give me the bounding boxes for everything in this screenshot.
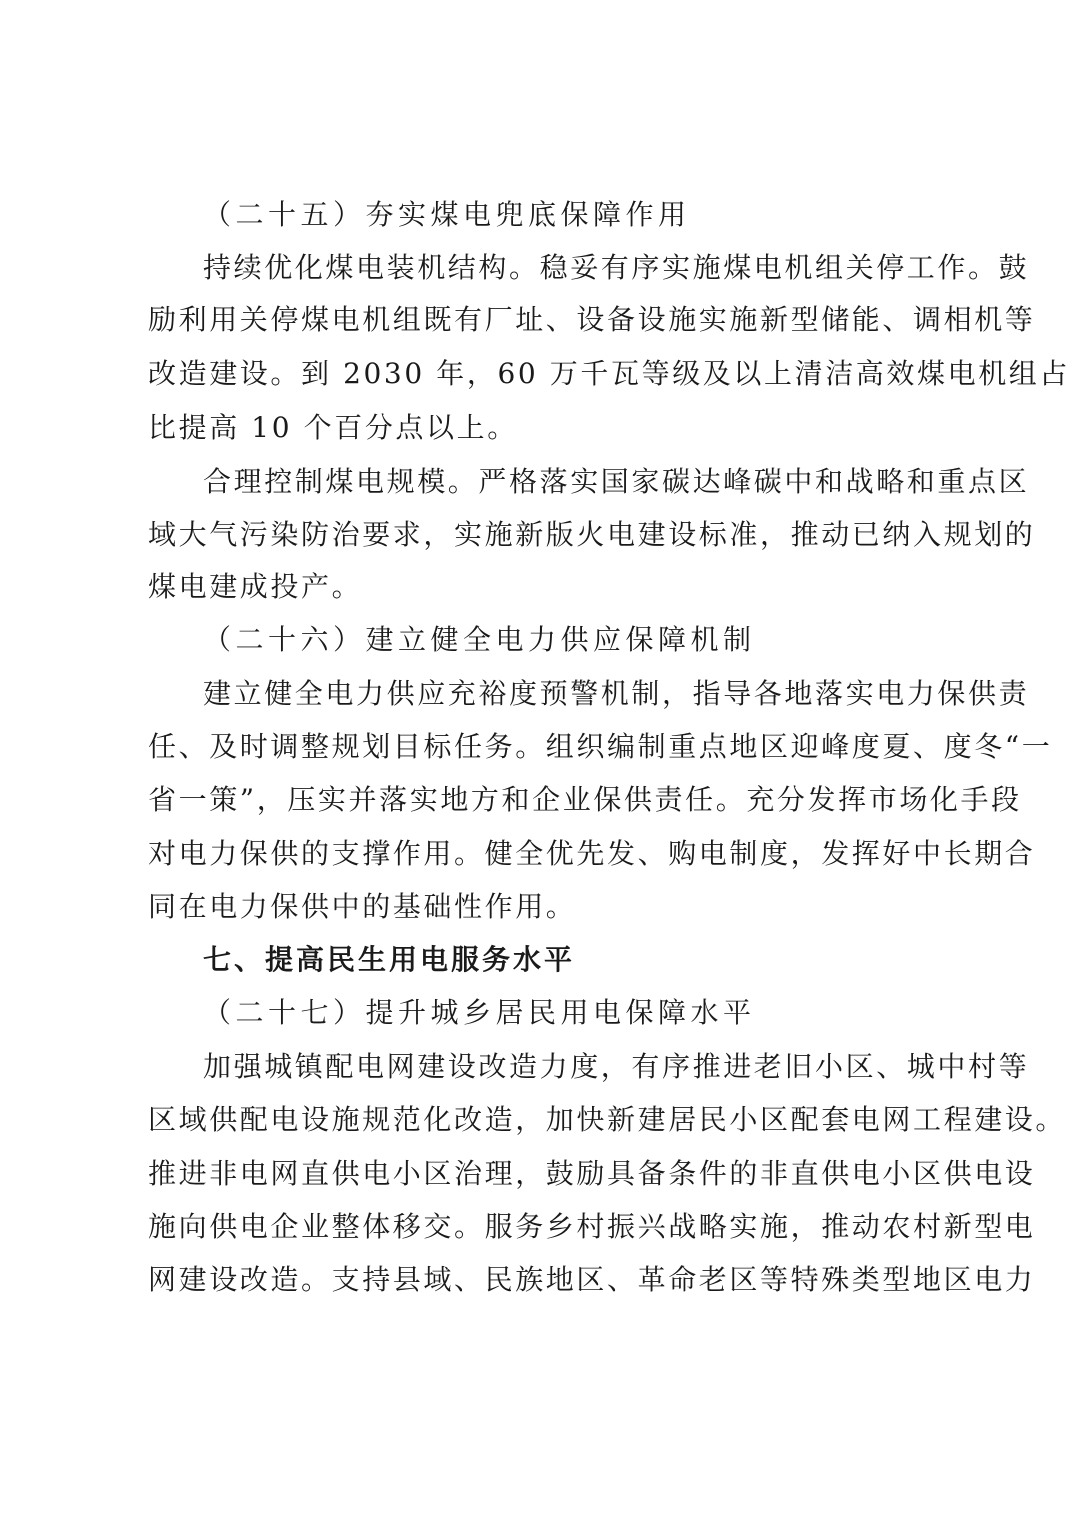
paragraph-line: 加强城镇配电网建设改造力度，有序推进老旧小区、城中村等 [203,1050,1030,1083]
chapter-heading: 七、提高民生用电服务水平 [203,943,576,976]
paragraph-line: 推进非电网直供电小区治理，鼓励具备条件的非直供电小区供电设 [148,1157,1036,1190]
paragraph-line: 同在电力保供中的基础性作用。 [148,890,577,923]
paragraph-line: 建立健全电力供应充裕度预警机制，指导各地落实电力保供责 [203,677,1030,710]
paragraph-line: 改造建设。到 2030 年，60 万千瓦等级及以上清洁高效煤电机组占 [148,357,1070,390]
paragraph-line: 任、及时调整规划目标任务。组织编制重点地区迎峰度夏、度冬“一 [148,730,1053,763]
paragraph-line: 省一策”，压实并落实地方和企业保供责任。充分发挥市场化手段 [148,783,1022,816]
paragraph-line: 励利用关停煤电机组既有厂址、设备设施实施新型储能、调相机等 [148,303,1036,336]
paragraph-line: 煤电建成投产。 [148,570,363,603]
section-heading-26: （二十六）建立健全电力供应保障机制 [203,623,756,656]
paragraph-line: 区域供配电设施规范化改造，加快新建居民小区配套电网工程建设。 [148,1103,1067,1136]
paragraph-line: 施向供电企业整体移交。服务乡村振兴战略实施，推动农村新型电 [148,1210,1036,1243]
paragraph-line [0,464,1080,500]
paragraph-text: 稳妥有序实施煤电机组关停工作。鼓 [539,251,1030,284]
paragraph-line: 域大气污染防治要求，实施新版火电建设标准，推动已纳入规划的 [148,518,1036,551]
section-heading-27: （二十七）提升城乡居民用电保障水平 [203,996,756,1029]
paragraph-line: 比提高 10 个百分点以上。 [148,411,518,444]
paragraph-line: 网建设改造。支持县域、民族地区、革命老区等特殊类型地区电力 [148,1263,1036,1296]
section-heading-25: （二十五）夯实煤电兜底保障作用 [203,198,691,231]
paragraph-lead: 合理控制煤电规模。 [203,465,479,498]
paragraph-line: 对电力保供的支撑作用。健全优先发、购电制度，发挥好中长期合 [148,837,1036,870]
paragraph-text: 严格落实国家碳达峰碳中和战略和重点区 [478,465,1030,498]
paragraph-lead: 持续优化煤电装机结构。 [203,251,540,284]
paragraph-line [0,250,1080,286]
